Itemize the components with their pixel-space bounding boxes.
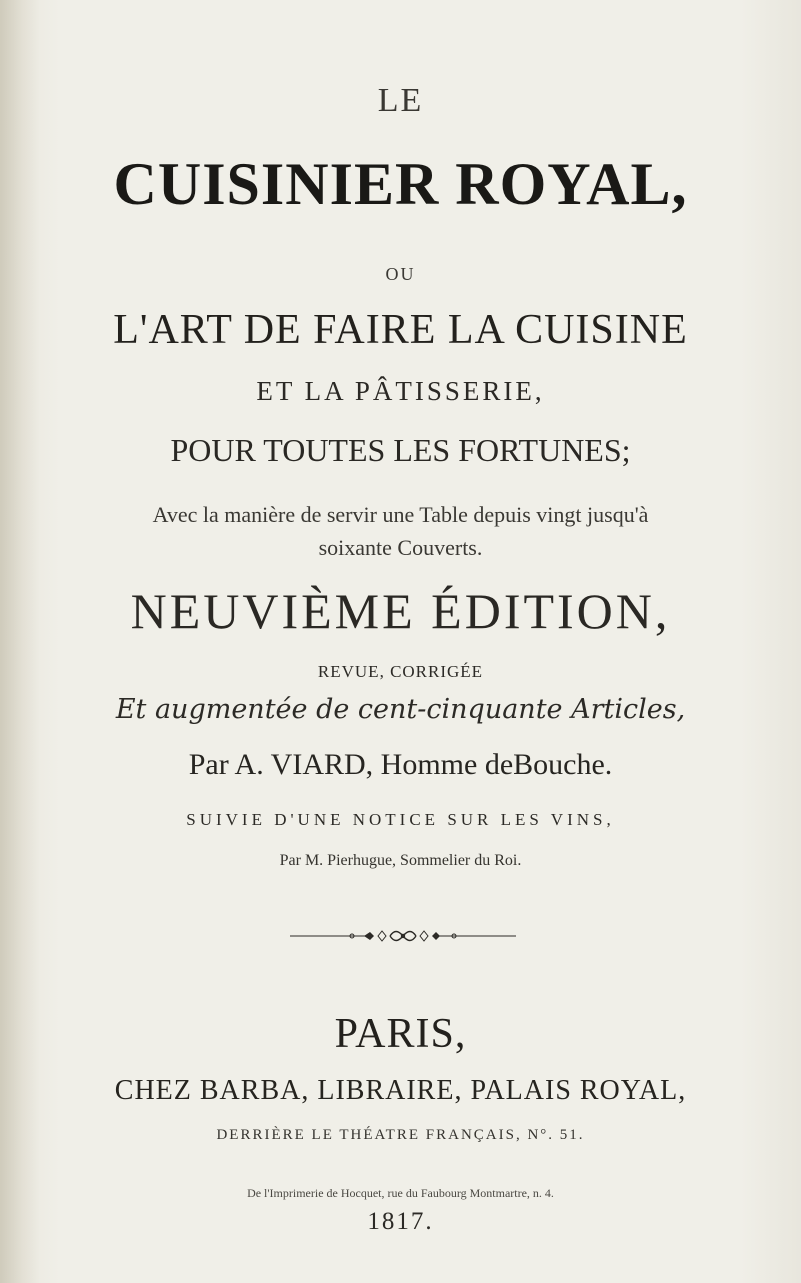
imprint-publisher: CHEZ BARBA, LIBRAIRE, PALAIS ROYAL, — [114, 1075, 687, 1106]
main-title: CUISINIER ROYAL, — [113, 151, 688, 217]
imprint-year: 1817. — [367, 1208, 434, 1235]
ornament-divider-icon — [290, 928, 516, 944]
subtitle: L'ART DE FAIRE LA CUISINE — [113, 307, 688, 353]
edition-revision: REVUE, CORRIGÉE — [317, 662, 484, 681]
imprint-address: DERRIÈRE LE THÉATRE FRANÇAIS, N°. 51. — [216, 1127, 585, 1143]
subtitle-fortunes: POUR TOUTES LES FORTUNES; — [170, 432, 631, 468]
title-conjunction: OU — [385, 264, 416, 284]
imprint-printer: De l'Imprimerie de Hocquet, rue du Faubourg Montmartre, n. 4. — [247, 1186, 554, 1200]
author-line: Par A. VIARD, Homme deBouche. — [188, 748, 613, 781]
description-line-1: Avec la manière de servir une Table depuis vingt jusqu'à — [152, 502, 649, 527]
edition-augmentation: Et augmentée de cent-cinquante Articles, — [115, 694, 686, 725]
title-article: LE — [377, 82, 424, 119]
supplement-line: SUIVIE D'UNE NOTICE SUR LES VINS, — [186, 810, 615, 829]
edition-heading: NEUVIÈME ÉDITION, — [130, 583, 671, 639]
subtitle-patisserie: ET LA PÂTISSERIE, — [256, 376, 545, 406]
sommelier-line: Par M. Pierhugue, Sommelier du Roi. — [279, 852, 522, 869]
description-line-2: soixante Couverts. — [318, 535, 483, 560]
imprint-city: PARIS, — [334, 1011, 467, 1057]
